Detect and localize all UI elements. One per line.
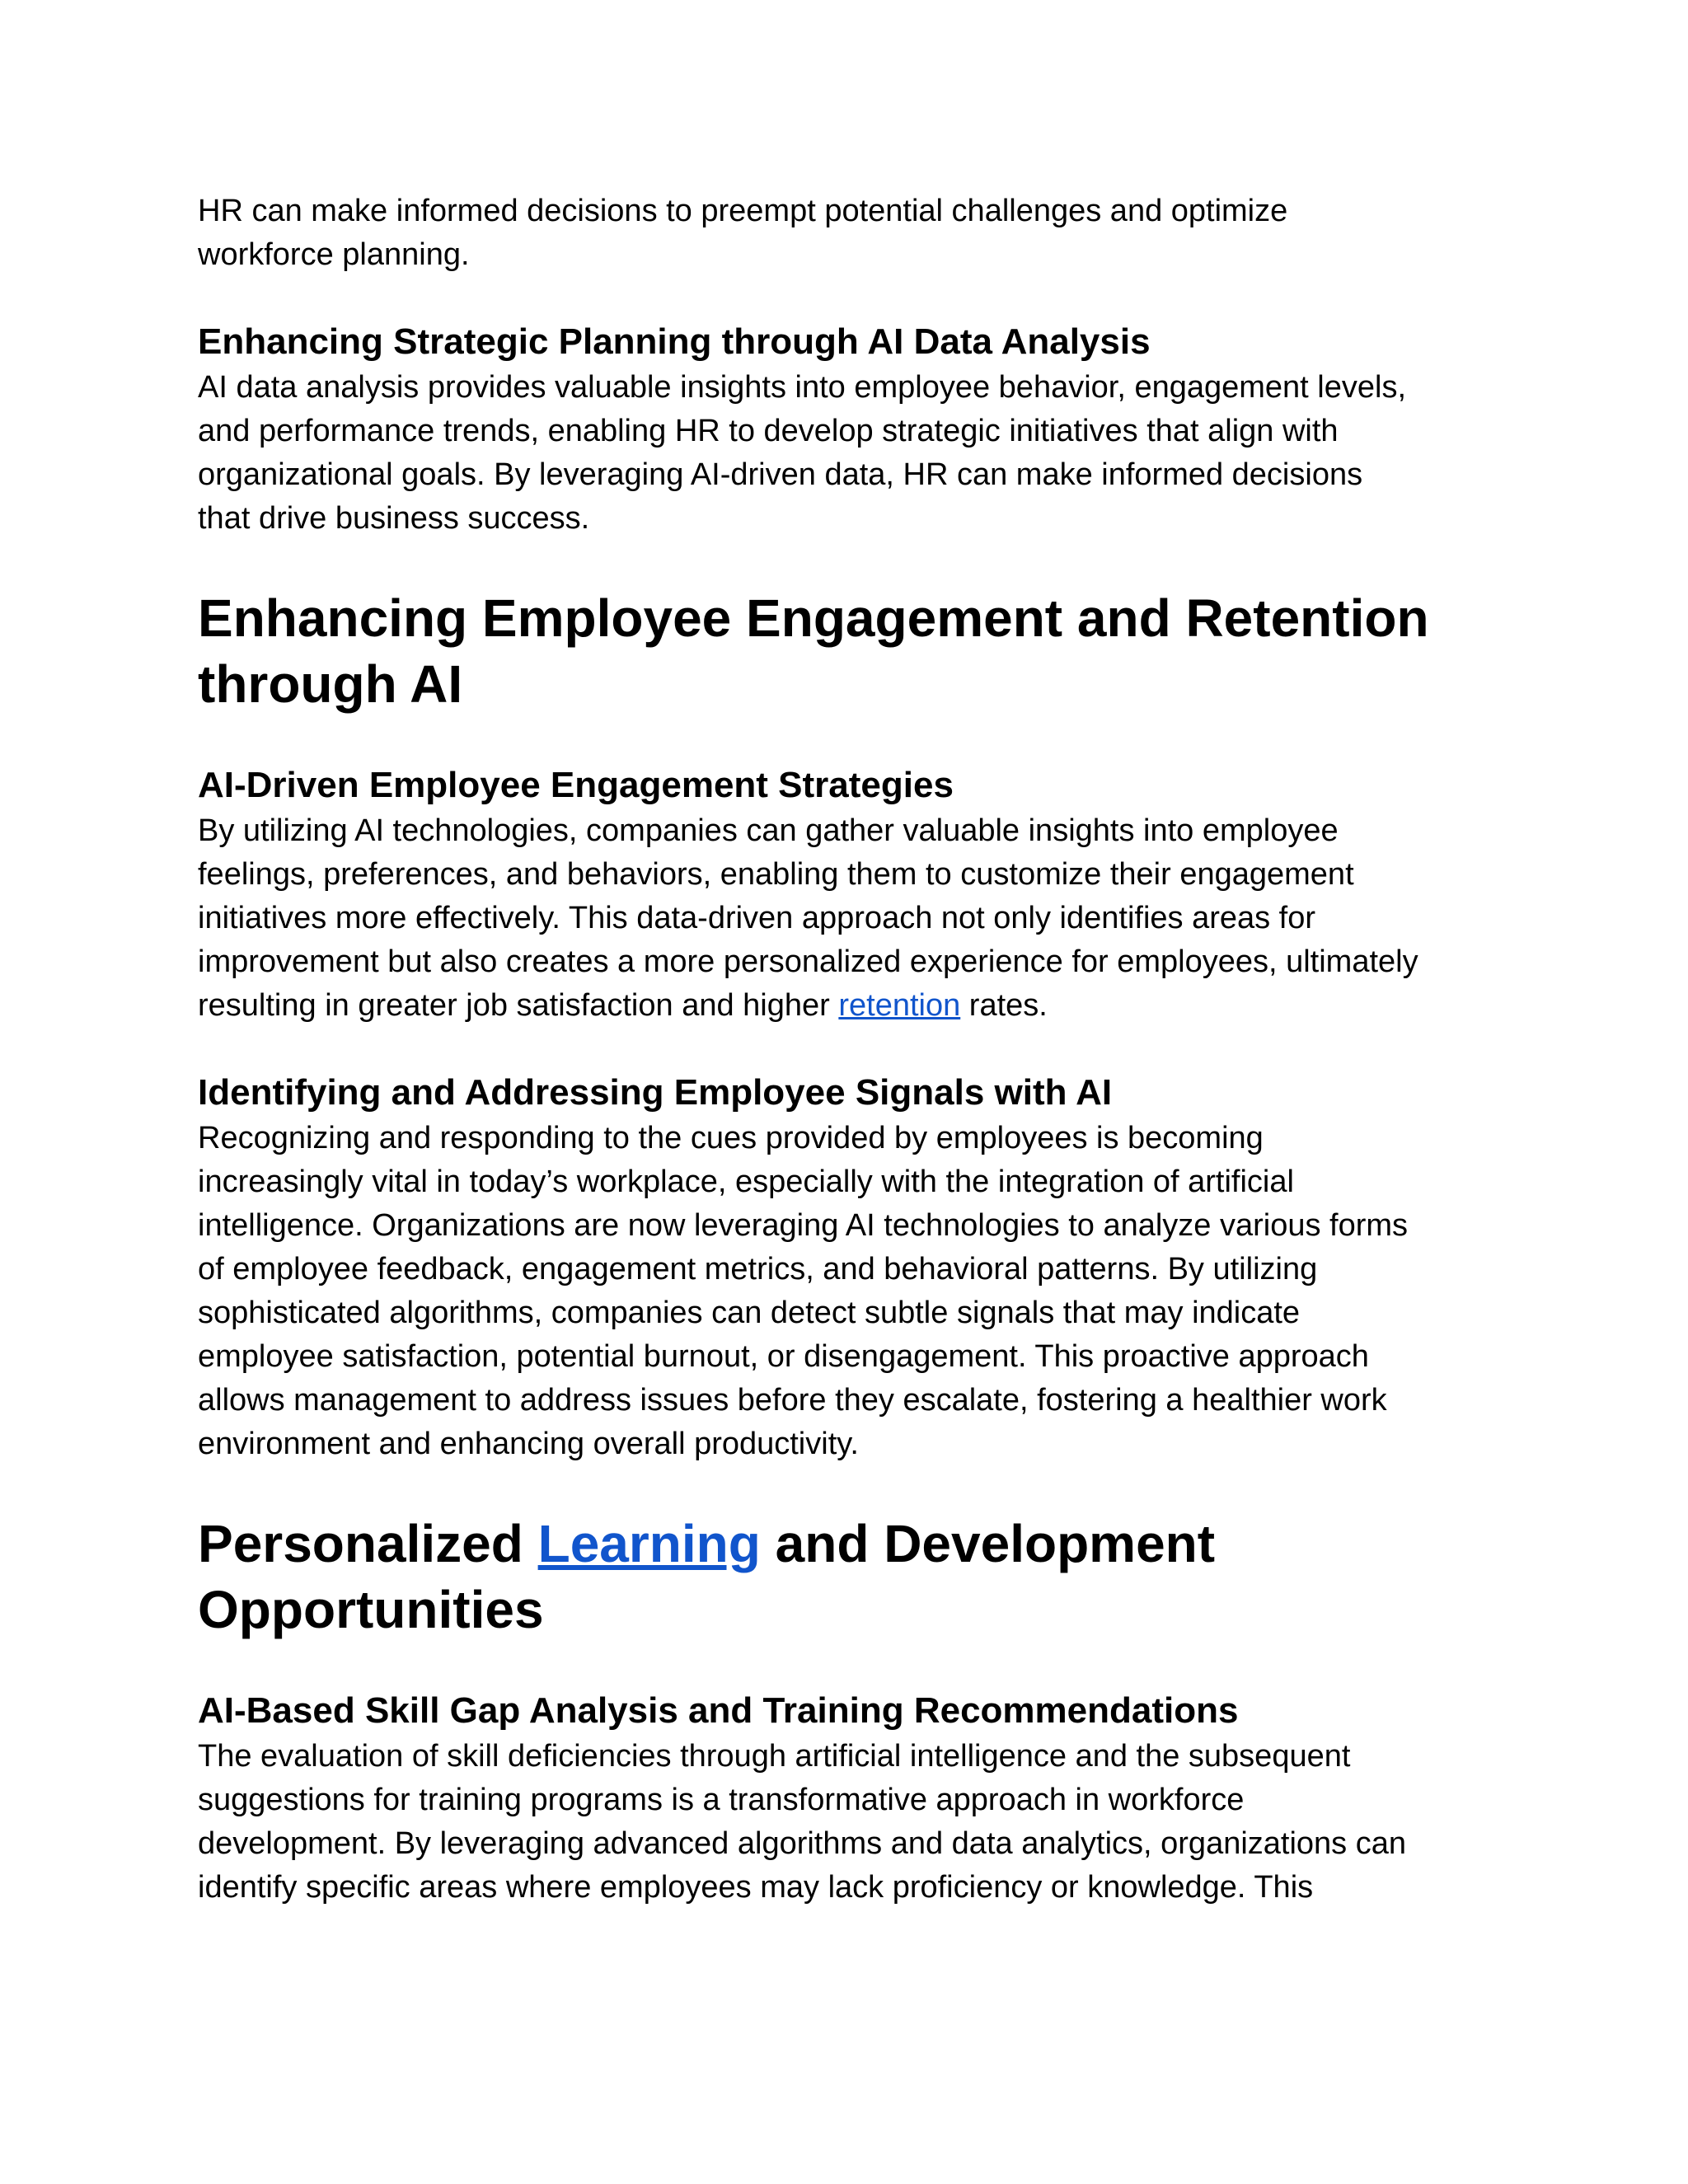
heading-personalized-learning [198,1511,1500,1643]
section-heading-skill-gap: AI-Based Skill Gap Analysis and Training Recommendations [198,1690,1239,1731]
learning-link[interactable]: Learning [537,1514,761,1573]
document-page [198,190,1500,1910]
intro-paragraph: HR can make informed decisions to preempt potential challenges and optimize workforce planning. [198,194,1288,272]
section-body-strategic-planning: AI data analysis provides valuable insights into employee behavior, engagement levels, and performance trends, enabling HR to develop strategic initiatives that align with organizational goals. By leveraging AI-driven data, HR can make informed decisions that drive business success. [198,370,1407,536]
heading-employee-engagement: Enhancing Employee Engagement and Retention through AI [198,588,1429,714]
section-body-engagement-strategies [198,809,1500,1028]
learning-heading-suffix: and Development Opportunities [198,1514,1216,1639]
section-heading-strategic-planning: Enhancing Strategic Planning through AI Data Analysis [198,321,1151,362]
learning-heading-prefix: Personalized [198,1514,538,1573]
engagement-body-text: By utilizing AI technologies, companies can gather valuable insights into employee feelings, preferences, and behaviors, enabling them to customize their engagement initiatives more effectively. This data-driven approach not only identifies areas for improvement but also creates a more personalized experience for employees, ultimately resulting in greater job satisfaction and higher [198,813,1418,1023]
section-employee-signals [198,1069,1500,1466]
section-strategic-planning [198,318,1500,541]
section-skill-gap [198,1687,1500,1910]
section-body-skill-gap: The evaluation of skill deficiencies through artificial intelligence and the subsequent suggestions for training programs is a transformative approach in workforce development. By leveraging advanced algorithms and data analytics, organizations can identify specific areas where employees may lack proficiency or knowledge. This [198,1739,1407,1905]
section-body-employee-signals: Recognizing and responding to the cues provided by employees is becoming increasingly vital in today’s workplace, especially with the integration of artificial intelligence. Organizations are now leveraging AI technologies to analyze various forms of employee feedback, engagement metrics, and behavioral patterns. By utilizing sophisticated algorithms, companies can detect subtle signals that may indicate employee satisfaction, potential burnout, or disengagement. This proactive approach allows management to address issues before they escalate, fostering a healthier work environment and enhancing overall productivity. [198,1121,1409,1461]
section-heading-employee-signals: Identifying and Addressing Employee Signals with AI [198,1072,1113,1113]
engagement-body-tail: rates. [960,988,1048,1023]
retention-link[interactable]: retention [838,988,961,1023]
section-engagement-strategies [198,762,1500,1028]
section-heading-engagement-strategies: AI-Driven Employee Engagement Strategies [198,765,954,805]
